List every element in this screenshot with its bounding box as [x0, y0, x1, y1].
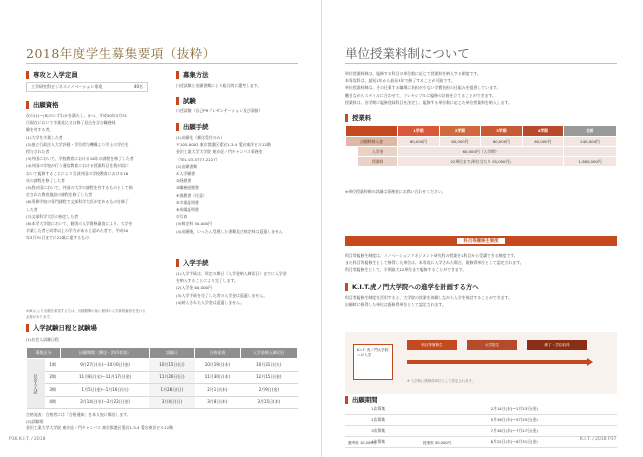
fee-h-term3: 3学期: [481, 126, 522, 137]
bottom-item-1: 選考料 10,000円: [348, 441, 377, 445]
schedule-footer: 合格発表：合格者には「合格通知」を本人宛に郵送します。 (2)試験場 金沢工業大学大学院 東京虎ノ門キャンパス 東京都港区愛宕1-3-4 愛宕東洋ビル12階: [26, 412, 174, 430]
application-table: [345, 404, 617, 448]
flow-text: 科目等履修生制度を活用すると、大学院の授業を体験しながら入学を検討することができます。 出願時に修得した単位は既修得単位として認定されます。: [345, 295, 512, 308]
section-tuition: 出願期間: [345, 395, 378, 404]
table-row: 出願時納入金 60,000円 60,000円 60,000円 60,000円 240,000円: [346, 137, 617, 147]
right-title-rule: [345, 63, 617, 64]
table-row: 2期 11月8日(水)〜11月17日(金) 11月26日(日) 11月30日(木) 12月15日(金): [27, 371, 298, 384]
section-exam: 試験: [176, 96, 196, 105]
table-row: 1次募集 2月14日(水)〜2月23日(金): [345, 404, 617, 415]
intro-text: 単位授業料制は、履修する科目の単位数に応じて授業料を納入する制度です。 本専攻科は、最短1年から最長3年で修了することが可能です。 単位授業料制は、その仕事する職場に負担が少ない学費負担の仕組みを提供しています。 働きながらスタイルに合わせて、フレキシブルに履修の計画を立てることができます。 授業料は、各学期に履修登録科目を決定し、履修する単位数に応じた単位授業料を納入します。: [345, 71, 512, 105]
section-method: 募集方法: [176, 70, 209, 79]
flow-caption: ※ 入学時に既修得単位として認定されます。: [407, 379, 476, 383]
bottom-item-2: 授業料 30,000円: [423, 441, 452, 445]
schedule-table: [26, 347, 298, 409]
sched-h-period: 出願期間（郵送・消印有効）: [61, 348, 149, 359]
section-field: 専攻と入学定員: [26, 70, 78, 79]
eligibility-note: ※(8)により出願を希望する方は、出願期間の前に個別の入学資格審査を受ける必要があります。: [26, 309, 146, 319]
sched-h-result: 合格発表: [195, 348, 240, 359]
right-title: 単位授業料制について: [345, 46, 470, 61]
fee-h-term2: 2学期: [439, 126, 480, 137]
flow-step-1: 科目等履修生: [407, 340, 457, 350]
table-row: 社会人入試 1期 9月27日(水)〜10月6日(金) 10月15日(日) 10月19日(木) 10月31日(火): [27, 359, 298, 372]
documents-text: (1)出願先（郵送受付のみ） 〒105-0002 東京都港区愛宕1-3-4 愛宕東洋ビル12階 金沢工業大学大学院 東京虎ノ門キャンパス事務室 （TEL 03-5777-2227） (2)出願書類 ①入学願書 ②経歴書 ③職務経歴書 ④推薦書（任意） ⑤卒業証明書 ⑥成績証明書 ⑦写真 (3)検定料 30,000円 (4)出願後、いったん受理した書類及び検定料は返還しません: [176, 135, 283, 234]
flow-diagram: [345, 332, 617, 394]
left-title: 2018年度学生募集要項（抜粋）: [26, 46, 216, 61]
fee-h-total: 合計: [564, 126, 617, 137]
table-row: 3次募集 7月18日(水)〜7月27日(金): [345, 426, 617, 437]
table-row: 4次募集 8月22日(水)〜8月31日(金): [345, 437, 617, 448]
field-quota: 40名: [133, 84, 143, 89]
flow-arrow: [407, 360, 587, 364]
system-band-label: 科目等履修生制度: [457, 238, 504, 244]
fee-note: ※単位授業料制の詳細は事務室にお問い合わせください。: [345, 189, 446, 194]
table-row: 授業料 22単位まで(単位当たり 55,000円) 1,980,000円: [346, 157, 617, 167]
table-row: 入学金 60,000円（入学時）: [346, 147, 617, 157]
exam-text: 口述試験（自己PRプレゼンテーション及び面接）: [176, 108, 263, 113]
field-row: [26, 82, 148, 92]
left-title-rule: [26, 63, 298, 64]
fee-header-row: [346, 126, 617, 137]
section-schedule: 入学試験日程と試験場: [26, 323, 97, 332]
flow-step-2: 大学院生: [467, 340, 517, 350]
section-eligibility: 出願資格: [26, 100, 59, 109]
fee-h-blank: [346, 126, 398, 137]
right-page-number: K.I.T. / 2018 P37: [580, 437, 617, 442]
method-text: 口述試験と出願書類により総合的に選考します。: [176, 83, 262, 88]
section-documents: 出願手続: [176, 122, 209, 131]
schedule-header-row: [27, 348, 298, 359]
schedule-subtitle: (1)社会人試験日程: [26, 337, 59, 342]
fee-h-term4: 4学期: [522, 126, 563, 137]
table-row: 3期 1月5日(金)〜1月16日(火) 1月28日(日) 2月1日(木) 2月9日(金): [27, 384, 298, 397]
field-name: 工学研究科ビジネスイノベーション専攻: [31, 84, 103, 89]
left-page-number: P36 K.I.T. / 2018: [9, 437, 46, 442]
section-flow: K.I.T.虎ノ門大学院への進学を計画する方へ: [345, 282, 479, 291]
sched-h-category: 募集区分: [27, 348, 61, 359]
system-text: 科目等履修生制度は、イノベーションマネジメント研究科の授業を1科目から受講できる制度です。 また科目等履修生として修得した単位は、本専攻に入学された場合、既修得単位として認定されます。 科目等履修生として、半期最大12単位まで履修することができます。: [345, 253, 524, 273]
flow-step-3: 修了・学位取得: [527, 340, 587, 350]
system-band: [345, 236, 617, 246]
flow-arrow-head-icon: [587, 358, 593, 366]
sched-h-deadline: 入学金納入締切日: [240, 348, 297, 359]
sched-h-exam: 試験日: [149, 348, 194, 359]
flow-start: K.I.T. 虎ノ門大学院への入学: [353, 344, 393, 380]
enroll-text: (1)入学手続は、所定の期日（入学金納入締切日）までに入学金 を納入することにより完了します。 (2)入学金 60,000円 (3)入学手続を完了した者の入学金は返還しません。 (4)納入された入学金は返還しません。: [176, 271, 287, 305]
table-row: 2次募集 5月16日(水)〜5月25日(金): [345, 415, 617, 426]
section-enroll: 入学手続: [176, 258, 209, 267]
fee-h-term1: 1学期: [398, 126, 439, 137]
section-fee: 授業料: [345, 113, 371, 122]
eligibility-text: 次の(1)〜(8)のいずれかを満たし、かつ、平成30年3月31 日現在において卒業見込又は修了見込を含む職務経 験を有する者。 (1)大学を卒業した者 (2)独立行政法人大学評価・学位授与機構より学士の学位を 授与された者 (3)外国において、学校教育における16年の課程を修了した者 (4)外国の学校が行う通信教育における授業科目を我が国に おいて履修することにより当該外国の学校教育における16 年の課程を修了した者 (5)我が国において、外国の大学の課程を有するものとして指 定された教育施設の課程を修了した者 (6)専修学校の専門課程で文部科学大臣が定めるものを修了 した者 (7)文部科学大臣の指定した者 (8)本学大学院において、個別の入学資格審査により、大学を 卒業した者と同等以上の学力があると認めた者で、平成30 年3月31日までに22歳に達するもの: [26, 113, 134, 241]
fee-table: [345, 125, 617, 167]
sched-group: 社会人入試: [27, 359, 45, 409]
table-row: 4期 2月14日(水)〜2月23日(金) 3月4日(日) 3月8日(木) 3月15日(木): [27, 396, 298, 409]
